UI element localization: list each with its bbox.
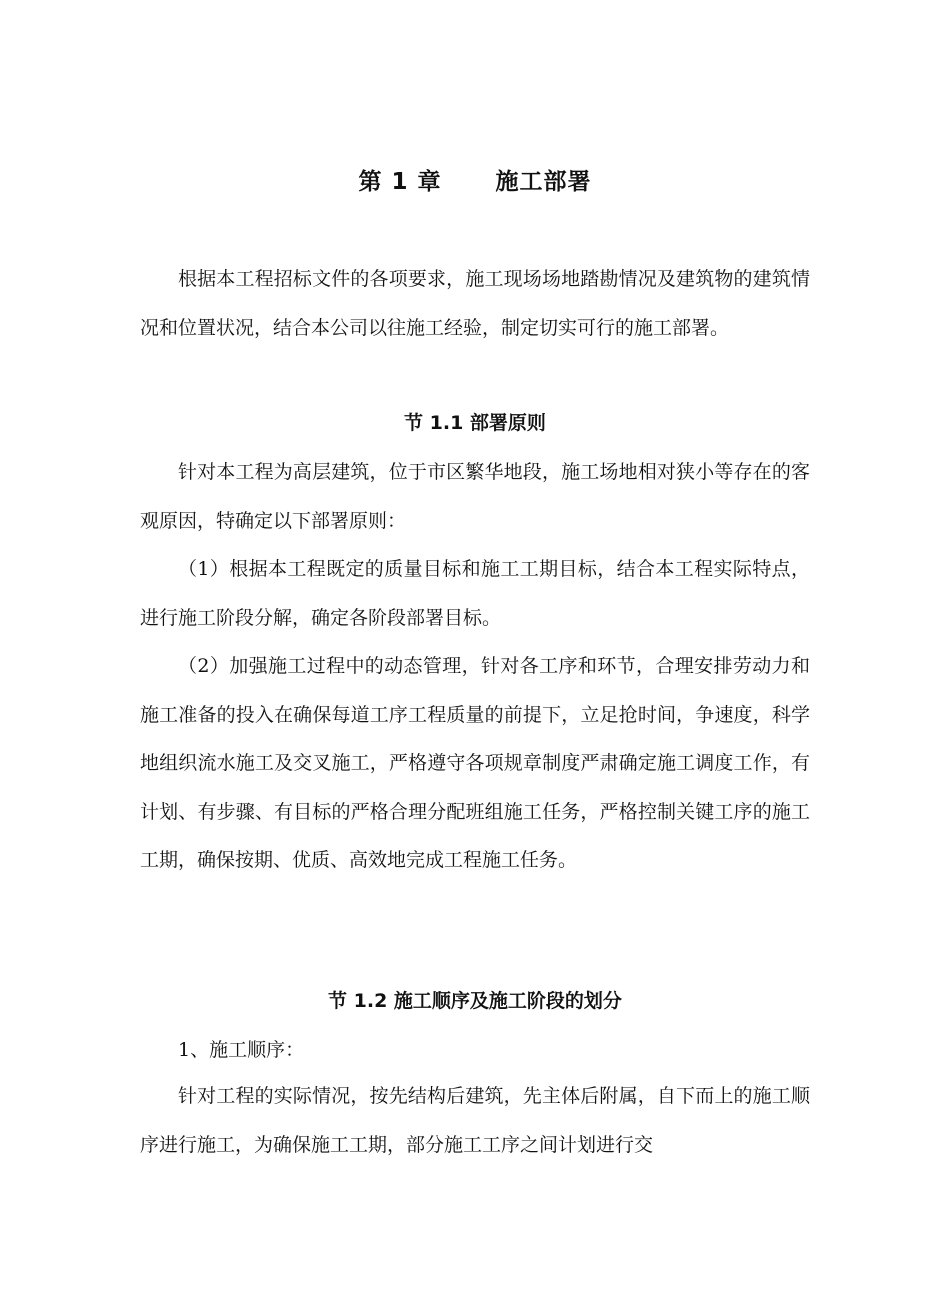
section-1-2-paragraph: 针对工程的实际情况，按先结构后建筑，先主体后附属，自下而上的施工顺序进行施工，为确保施工工期，部分施工工序之间计划进行交 — [140, 1085, 810, 1156]
intro-paragraph: 根据本工程招标文件的各项要求，施工现场场地踏勘情况及建筑物的建筑情况和位置状况，结合本公司以往施工经验，制定切实可行的施工部署。 — [140, 268, 810, 339]
principle-item-1: （1）根据本工程既定的质量目标和施工工期目标，结合本工程实际特点，进行施工阶段分解，确定各阶段部署目标。 — [140, 558, 810, 629]
principle-item-2: （2）加强施工过程中的动态管理，针对各工序和环节，合理安排劳动力和施工准备的投入在确保每道工序工程质量的前提下，立足抢时间，争速度，科学地组织流水施工及交叉施工，严格遵守各项规章制度严肃确定施工调度工作，有计划、有步骤、有目标的严格合理分配班组施工任务，严格控制关键工序的施工工期，确保按期、优质、高效地完成工程施工任务。 — [140, 655, 810, 871]
chapter-title: 第 1 章 施工部署 — [358, 169, 592, 195]
section-heading-1-1: 节 1.1 部署原则 — [404, 412, 546, 434]
construction-sequence-label: 1、施工顺序： — [178, 1039, 305, 1061]
section-1-1-paragraph: 针对本工程为高层建筑，位于市区繁华地段，施工场地相对狭小等存在的客观原因，特确定以下部署原则： — [140, 461, 810, 532]
section-heading-1-2: 节 1.2 施工顺序及施工阶段的划分 — [328, 990, 622, 1012]
